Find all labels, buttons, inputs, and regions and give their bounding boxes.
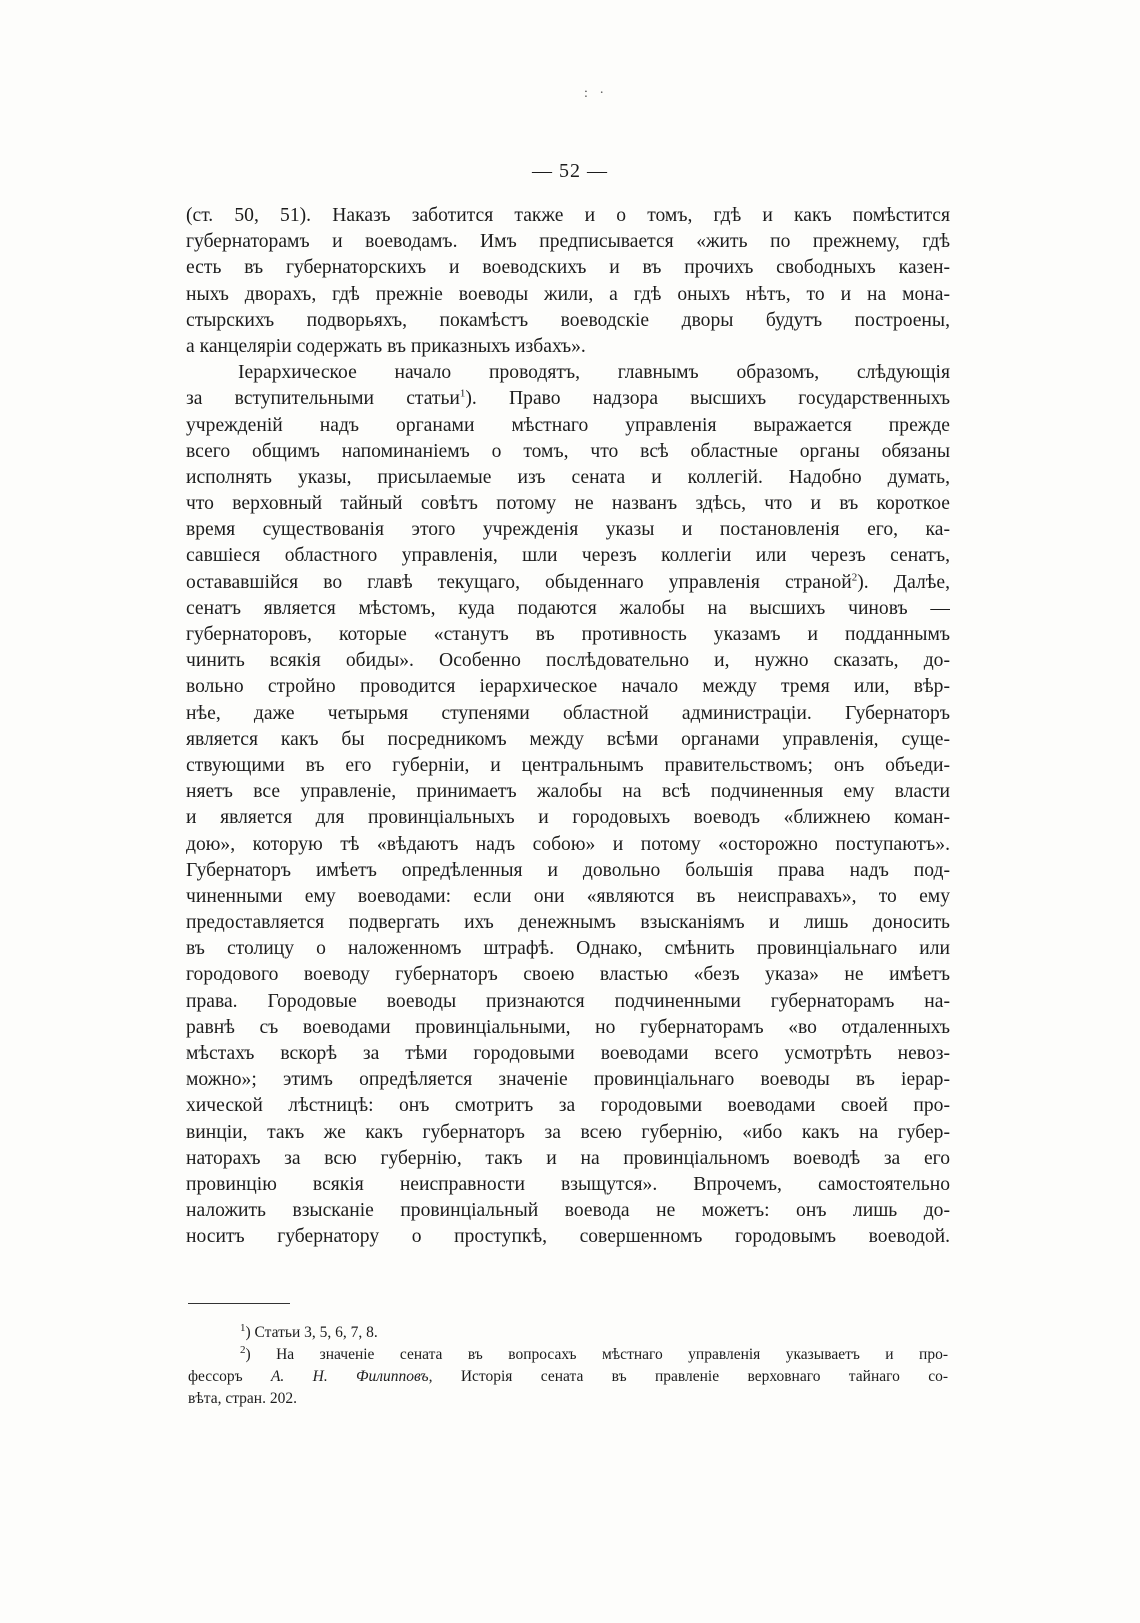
text-line: чинить всякія обиды». Особенно послѣдовательно и, нужно сказать, до- <box>186 650 950 672</box>
text-line: ныхъ дворахъ, гдѣ прежніе воеводы жили, а гдѣ оныхъ нѣтъ, то и на мона- <box>186 283 950 305</box>
text-line: можно»; этимъ опредѣляется значеніе провинціальнаго воеводы въ іерар- <box>186 1069 950 1091</box>
text-line: является какъ бы посредникомъ между всѣми органами управленія, суще- <box>186 728 950 750</box>
text-line: губернаторовъ, которые «станутъ въ противность указамъ и подданнымъ <box>186 624 950 645</box>
footnote-1 <box>188 1322 948 1344</box>
text-line: носитъ губернатору о проступкѣ, совершенномъ городовымъ воеводой. <box>186 1226 950 1248</box>
text-line: городового воеводу губернаторъ своею властью «безъ указа» не имѣетъ <box>186 964 950 986</box>
footnote-text: Исторія сената въ правленіе верховнаго тайнаго со- <box>432 1368 948 1385</box>
text-line: мѣстахъ вскорѣ за тѣми городовыми воеводами всего усмотрѣть невоз- <box>186 1043 950 1064</box>
text-line: учрежденій надъ органами мѣстнаго управленія выражается прежде <box>186 414 950 436</box>
text-line: чиненными ему воеводами: если они «являются въ неисправахъ», то ему <box>186 885 950 907</box>
text-line: сенатъ является мѣстомъ, куда подаются жалобы на высшихъ чиновъ — <box>186 597 950 619</box>
footnote-text: ) Статьи 3, 5, 6, 7, 8. <box>245 1324 378 1341</box>
text-line: ствующими въ его губерніи, и центральнымъ правительствомъ; онъ объеди- <box>186 754 950 776</box>
line-text-tail: ). Далѣе, <box>857 571 950 593</box>
text-line: наторахъ за всю губернію, такъ и на провинціальномъ воеводѣ за его <box>186 1147 950 1169</box>
text-line: (ст. 50, 51). Наказъ заботится также и о томъ, гдѣ и какъ помѣстится <box>186 205 950 226</box>
footnote-text: фессоръ <box>188 1368 271 1385</box>
text-line: что верховный тайный совѣтъ потому не названъ здѣсь, что и въ короткое <box>186 493 950 515</box>
footnote-text: ) На значеніе сената въ вопросахъ мѣстнаго управленія указываетъ и про- <box>245 1346 948 1363</box>
main-text <box>186 203 950 1251</box>
footnote-divider <box>188 1303 290 1304</box>
page-number: — 52 — <box>532 160 608 182</box>
text-line: предоставляется подвергать ихъ денежнымъ взысканіямъ и лишь доносить <box>186 912 950 934</box>
text-line: всего общимъ напоминаніемъ о томъ, что всѣ областные органы обязаны <box>186 440 950 462</box>
line-text: за вступительными статьи <box>186 388 460 410</box>
footnote-author: А. Н. Филипповъ, <box>270 1368 433 1385</box>
footnote-mark-1: 1 <box>240 1322 246 1334</box>
text-line: а канцеляріи содержать въ приказныхъ избахъ». <box>186 335 586 357</box>
footnotes <box>188 1322 948 1410</box>
text-line: есть въ губернаторскихъ и воеводскихъ и въ прочихъ свободныхъ казен- <box>186 257 950 279</box>
scan-speck: : · <box>584 86 609 101</box>
footnote-mark-2: 2 <box>240 1344 246 1356</box>
footnote-ref-1: 1 <box>459 387 466 400</box>
text-line: хической лѣстницѣ: онъ смотритъ за городовыми воеводами своей про- <box>186 1095 950 1117</box>
text-line: въ столицу о наложенномъ штрафѣ. Однако, смѣнить провинціальнаго или <box>186 938 950 960</box>
text-line: права. Городовые воеводы признаются подчиненными губернаторамъ на- <box>186 990 950 1012</box>
text-line: губернаторамъ и воеводамъ. Имъ предписывается «жить по прежнему, гдѣ <box>186 231 950 253</box>
text-line: винціи, такъ же какъ губернаторъ за всею губернію, «ибо какъ на губер- <box>186 1121 950 1143</box>
line-text: остававшійся во главѣ текущаго, обыденнаго управленія страной <box>186 571 852 593</box>
text-line-with-footnote-ref <box>186 386 950 412</box>
text-line: и является для провинціальныхъ и городовыхъ воеводъ «ближнею коман- <box>186 807 950 829</box>
text-line: наложить взысканіе провинціальный воевода не можетъ: онъ лишь до- <box>186 1200 950 1222</box>
line-text-tail: ). Право надзора высшихъ государственныхъ <box>465 388 950 410</box>
text-line: провинцію всякія неисправности взыщутся». Впрочемъ, самостоятельно <box>186 1173 950 1195</box>
text-line: стырскихъ подворьяхъ, покамѣстъ воеводскіе дворы будутъ построены, <box>186 309 950 331</box>
text-line: нѣе, даже четырьмя ступенями областной администраціи. Губернаторъ <box>186 702 950 724</box>
text-line: время существованія этого учрежденія указы и постановленія его, ка- <box>186 519 950 541</box>
footnote-2-end: вѣта, стран. 202. <box>188 1390 297 1407</box>
text-line: дою», которую тѣ «вѣдаютъ надъ собою» и потому «осторожно поступаютъ». <box>186 833 950 855</box>
paragraph-start-line: Іерархическое начало проводятъ, главнымъ образомъ, слѣдующія <box>238 362 950 384</box>
text-line: савшіеся областного управленія, шли черезъ коллегіи или черезъ сенатъ, <box>186 545 950 567</box>
text-line: Губернаторъ имѣетъ опредѣленныя и довольно большія права надъ под- <box>186 859 950 881</box>
footnote-ref-2: 2 <box>851 571 858 584</box>
footnote-2 <box>188 1344 948 1366</box>
text-line: няетъ все управленіе, принимаетъ жалобы на всѣ подчиненныя ему власти <box>186 781 950 803</box>
text-line: исполнять указы, присылаемые изъ сената и коллегій. Надобно думать, <box>186 466 950 488</box>
text-line: равнѣ съ воеводами провинціальными, но губернаторамъ «во отдаленныхъ <box>186 1016 950 1038</box>
text-line: вольно стройно проводится іерархическое начало между тремя или, вѣр- <box>186 676 950 698</box>
text-line-with-footnote-ref <box>186 570 950 596</box>
footnote-2-cont <box>188 1366 948 1388</box>
